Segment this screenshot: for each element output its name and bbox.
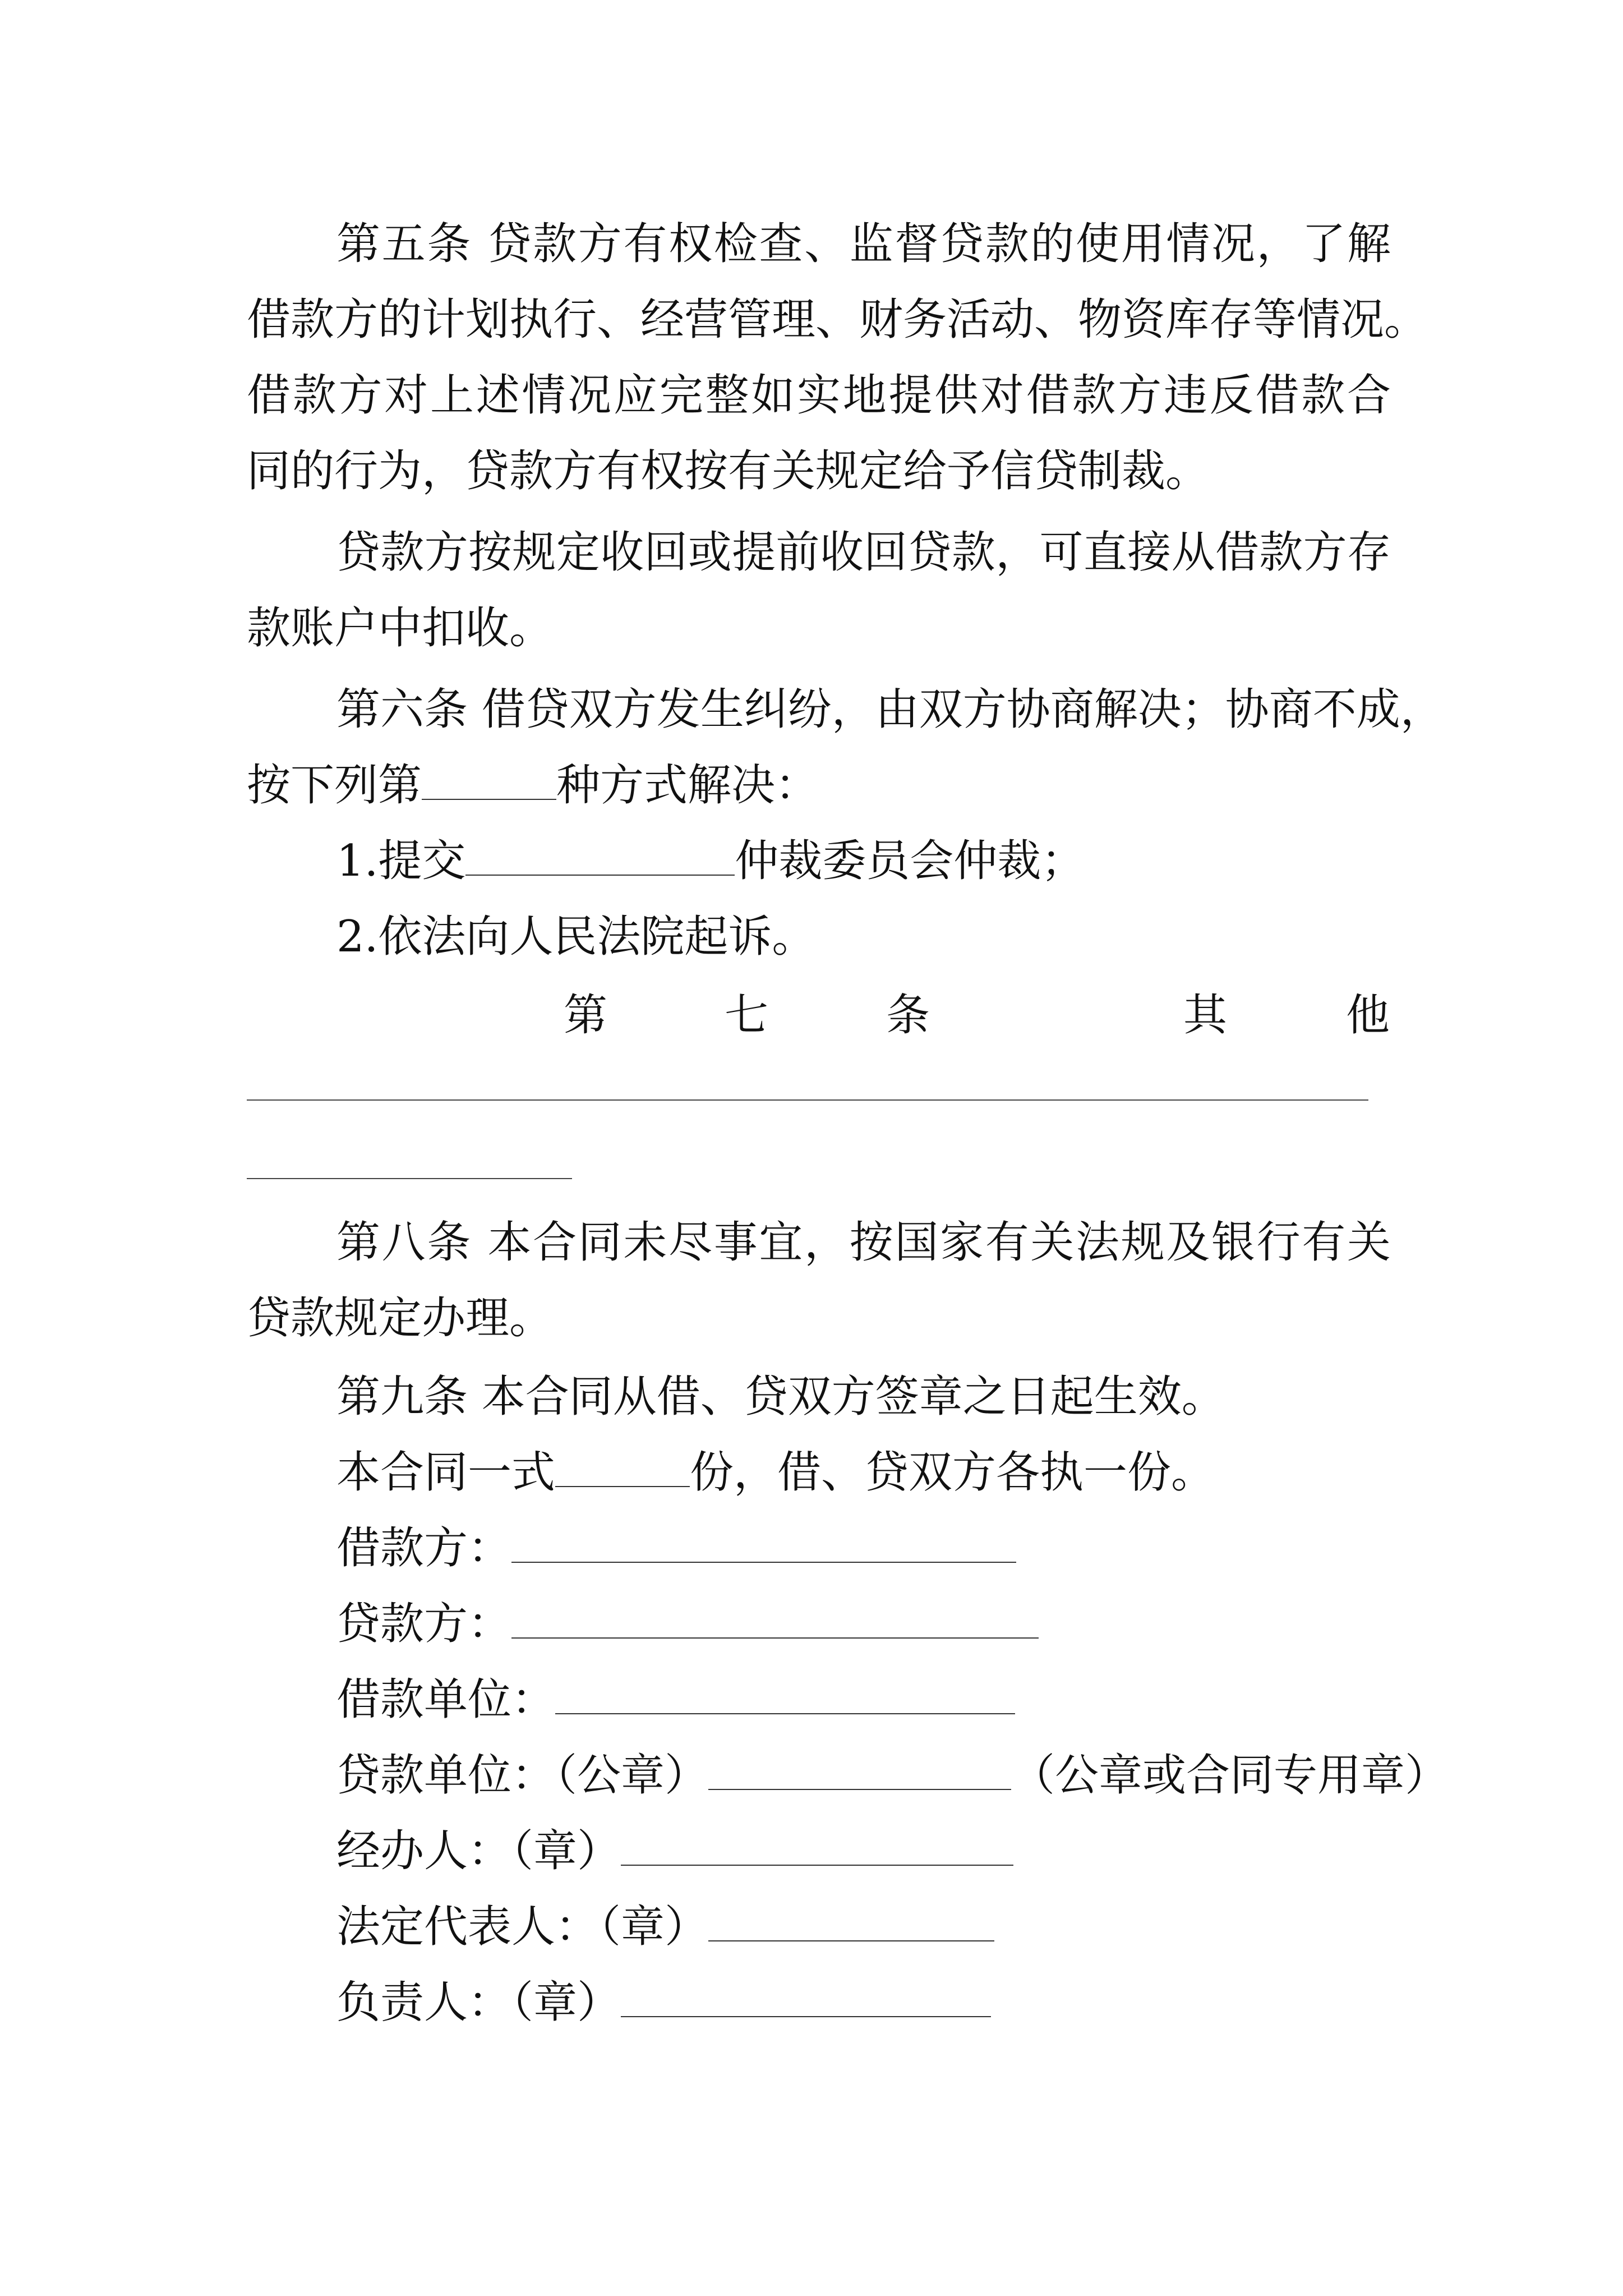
option1-suffix: 仲裁委员会仲裁；: [735, 836, 1085, 886]
signature-borrower: [336, 1509, 1391, 1588]
signature-borrower-unit: [336, 1660, 1391, 1739]
borrower-blank[interactable]: [511, 1527, 1016, 1563]
article5-para2-line2: 款账户中扣收。: [247, 603, 554, 654]
article5-para2-line1: 贷款方按规定收回或提前收回贷款，可直接从借款方存: [336, 527, 1391, 578]
article7-blank-line2[interactable]: [247, 1178, 572, 1179]
article8-line2: 贷款规定办理。: [247, 1293, 554, 1343]
copies-prefix: 本合同一式: [336, 1447, 556, 1498]
lender-unit-label: 贷款单位：（公章）: [336, 1750, 709, 1801]
article6-option1: [336, 822, 1391, 900]
lender-unit-suffix: （公章或合同专用章）: [1011, 1750, 1449, 1801]
copies-suffix: 份，借、贷双方各执一份。: [690, 1447, 1215, 1498]
arbitration-committee-blank[interactable]: [465, 840, 735, 876]
article8-line1: 第八条 本合同未尽事宜，按国家有关法规及银行有关: [336, 1217, 1391, 1268]
lender-unit-blank[interactable]: [708, 1754, 1011, 1790]
article6-line1: 第六条 借贷双方发生纠纷，由双方协商解决；协商不成，: [336, 684, 1444, 735]
copies-count-blank[interactable]: [555, 1451, 690, 1487]
article7-char-5: 他: [1346, 990, 1390, 1041]
responsible-blank[interactable]: [621, 1981, 991, 2017]
borrower-unit-label: 借款单位：: [336, 1674, 556, 1725]
lender-blank[interactable]: [511, 1603, 1039, 1639]
article6-option2: 2.依法向人民法院起诉。: [336, 912, 816, 962]
handler-label: 经办人：（章）: [336, 1826, 621, 1876]
article5-line2: 借款方的计划执行、经营管理、财务活动、物资库存等情况。: [247, 295, 1428, 345]
article9-line1: 第九条 本合同从借、贷双方签章之日起生效。: [336, 1372, 1225, 1422]
option1-prefix: 1.提交: [336, 836, 466, 886]
article5-line4: 同的行为，贷款方有权按有关规定给予信贷制裁。: [247, 446, 1210, 496]
signature-responsible: [336, 1963, 1391, 2042]
borrower-label: 借款方：: [336, 1523, 512, 1573]
article5-line3: 借款方对上述情况应完整如实地提供对借款方违反借款合: [247, 370, 1391, 421]
borrower-unit-blank[interactable]: [555, 1678, 1015, 1714]
signature-lender: [336, 1585, 1391, 1663]
article7-char-3: 条: [886, 990, 930, 1041]
article6-line2-prefix: 按下列第: [247, 760, 422, 811]
article9-copies: [336, 1433, 1391, 1512]
method-number-blank[interactable]: [422, 764, 556, 800]
signature-handler: [336, 1812, 1391, 1890]
lender-label: 贷款方：: [336, 1599, 512, 1649]
signature-lender-unit: [336, 1736, 1449, 1815]
article7-char-2: 七: [725, 990, 769, 1041]
article7-blank-line1[interactable]: [247, 1099, 1368, 1101]
article7-char-1: 第: [564, 990, 608, 1041]
responsible-label: 负责人：（章）: [336, 1977, 621, 2028]
signature-legal-rep: [336, 1888, 1391, 1966]
article6-line2: [247, 746, 1391, 825]
article5-line1: 第五条 贷款方有权检查、监督贷款的使用情况，了解: [336, 219, 1391, 269]
article6-line2-suffix: 种方式解决：: [556, 760, 819, 811]
legal-rep-label: 法定代表人：（章）: [336, 1902, 709, 1952]
article7-char-4: 其: [1183, 990, 1228, 1041]
legal-rep-blank[interactable]: [708, 1906, 994, 1941]
handler-blank[interactable]: [621, 1830, 1013, 1866]
